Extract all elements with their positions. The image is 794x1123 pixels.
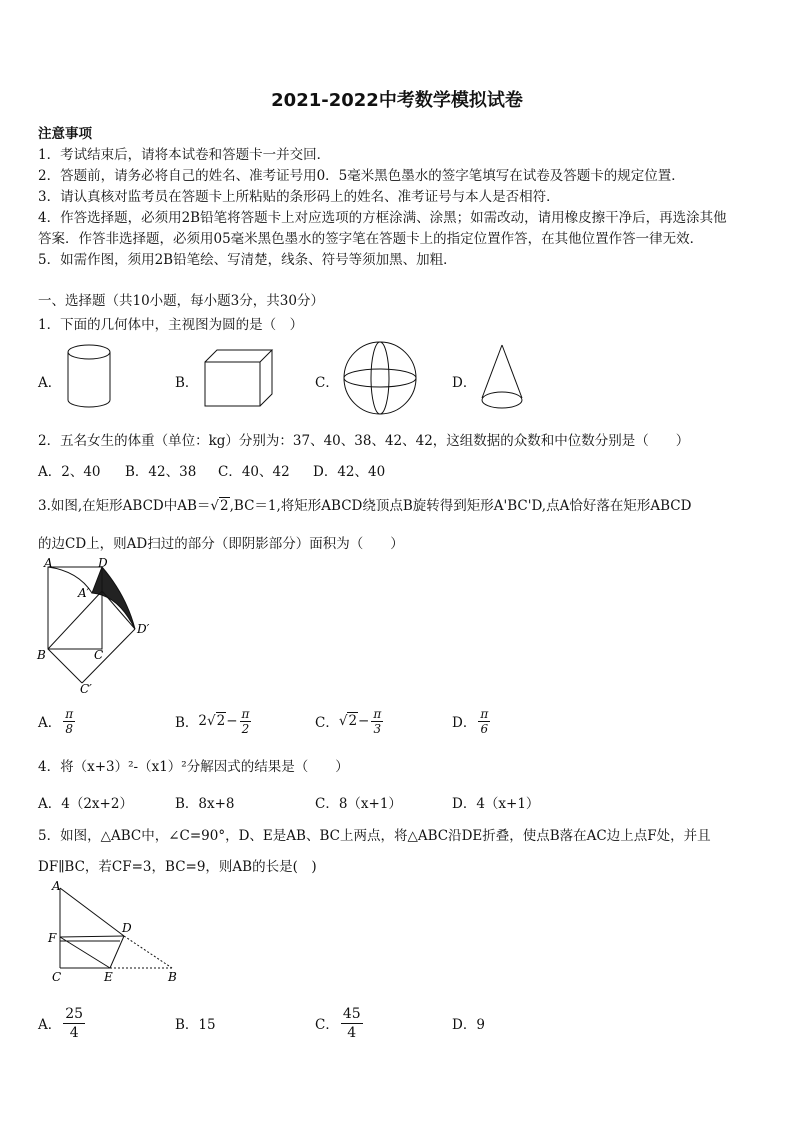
- q3-label-b: B: [37, 648, 46, 662]
- page-title: 2021-2022中考数学模拟试卷: [271, 90, 523, 111]
- q2-stem: 2．五名女生的体重（单位：kg）分别为：37、40、38、42、42，这组数据的众数和中位数分别是（ ）: [38, 433, 690, 449]
- q3-rectangle-rotation-figure: [30, 555, 160, 695]
- q1-option-c-label: C．: [315, 375, 339, 391]
- cone-figure: [478, 342, 526, 414]
- q3-label-d-prime: D′: [137, 622, 150, 636]
- q5-label-b: B: [168, 970, 177, 984]
- q3-stem-line-2: 的边CD上，则AD扫过的部分（即阴影部分）面积为（ ）: [38, 536, 404, 552]
- q3-label-a: A: [44, 556, 53, 570]
- q5-label-a: A: [52, 880, 61, 893]
- q3-option-c: C． √2 − $\frac{\pi}{3}$: [315, 706, 382, 736]
- q4-option-a: A．4（2x+2）: [38, 796, 133, 812]
- q3-option-d: D． $\frac{\pi}{6}$: [452, 706, 489, 736]
- q3-option-a: A． $\frac{\pi}{8}$: [38, 706, 74, 736]
- q3-label-a-prime: A′: [78, 586, 90, 600]
- q3-label-c: C: [94, 648, 104, 662]
- notice-line-6: 5．如需作图，须用2B铅笔绘、写清楚，线条、符号等须加黑、加粗．: [38, 252, 457, 268]
- q5-option-b: B．15: [175, 1017, 216, 1033]
- q3-label-c-prime: C′: [80, 682, 92, 695]
- cylinder-figure: [63, 342, 115, 412]
- q5-stem-line-2: DF∥BC，若CF=3，BC=9，则AB的长是( ): [38, 859, 317, 875]
- q4-stem: 4．将（x+3）²-（x1）²分解因式的结果是（ ）: [38, 759, 349, 775]
- q5-stem-line-1: 5．如图，△ABC中，∠C=90°，D、E是AB、BC上两点，将△ABC沿DE折叠，使点B落在AC边上点F处，并且: [38, 828, 711, 844]
- q4-option-d: D．4（x+1）: [452, 796, 540, 812]
- notice-heading: 注意事项: [38, 126, 92, 142]
- q5-label-c: C: [52, 970, 62, 984]
- q2-option-c: C．40、42: [218, 464, 290, 480]
- q4-option-b: B．8x+8: [175, 796, 235, 812]
- q3-sqrt: √2: [210, 498, 229, 514]
- q1-option-d-label: D．: [452, 375, 477, 391]
- q3-stem-part-a: 3.如图,在矩形ABCD中AB＝: [38, 498, 211, 514]
- q2-option-b: B．42、38: [125, 464, 197, 480]
- q5-label-f: F: [48, 931, 57, 945]
- q5-option-c: C． $\frac{45}{4}$: [315, 1005, 361, 1041]
- q5-label-d: D: [122, 921, 132, 935]
- q1-stem: 1．下面的几何体中，主视图为圆的是（ ）: [38, 317, 304, 333]
- q4-option-c: C．8（x+1）: [315, 796, 402, 812]
- q5-option-a: A． $\frac{25}{4}$: [38, 1005, 84, 1041]
- q2-option-d: D．42、40: [313, 464, 386, 480]
- sphere-figure: [340, 340, 420, 418]
- notice-line-1: 1．考试结束后，请将本试卷和答题卡一并交回．: [38, 147, 331, 163]
- q3-option-b: B． 2 √2 − $\frac{\pi}{2}$: [175, 706, 250, 736]
- q3-label-d: D: [98, 556, 108, 570]
- notice-line-4: 4．作答选择题，必须用2B铅笔将答题卡上对应选项的方框涂满、涂黑；如需改动，请用橡皮擦干净后，再选涂其他: [38, 210, 727, 226]
- notice-line-5: 答案．作答非选择题，必须用05毫米黑色墨水的签字笔在答题卡上的指定位置作答，在其他位置作答一律无效．: [38, 231, 704, 247]
- cube-figure: [200, 345, 275, 410]
- q3-stem-line-1: [38, 494, 691, 514]
- q5-option-d: D．9: [452, 1017, 485, 1033]
- section-heading: 一、选择题（共10小题，每小题3分，共30分）: [38, 293, 324, 309]
- q3-stem-part-b: ,BC＝1,将矩形ABCD绕顶点B旋转得到矩形A'BC'D,点A恰好落在矩形ABCD: [229, 498, 692, 514]
- q5-triangle-fold-figure: [40, 880, 190, 990]
- q2-option-a: A．2、40: [38, 464, 101, 480]
- q1-option-b-label: B．: [175, 375, 199, 391]
- notice-line-2: 2．答题前，请务必将自己的姓名、准考证号用0．5毫米黑色墨水的签字笔填写在试卷及答题卡的规定位置．: [38, 168, 685, 184]
- q5-label-e: E: [104, 970, 113, 984]
- notice-line-3: 3．请认真核对监考员在答题卡上所粘贴的条形码上的姓名、准考证号与本人是否相符．: [38, 189, 560, 205]
- q1-option-a-label: A．: [38, 375, 62, 391]
